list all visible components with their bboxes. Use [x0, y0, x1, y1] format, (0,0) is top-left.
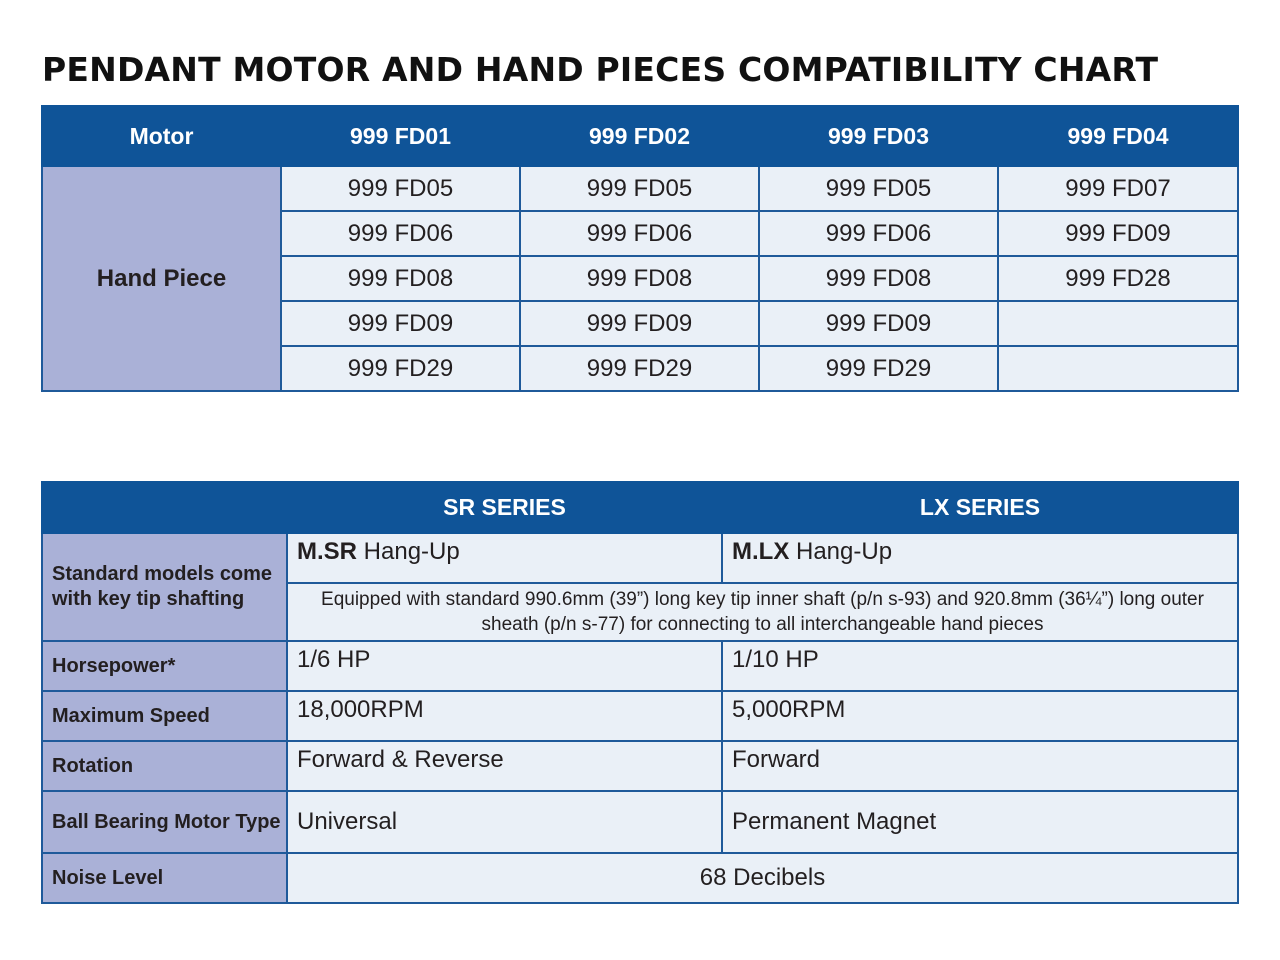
- table-cell: 999 FD05: [520, 166, 759, 211]
- motor-header-fd02: 999 FD02: [520, 106, 759, 166]
- motor-header-fd01: 999 FD01: [281, 106, 520, 166]
- standard-models-label: Standard models come with key tip shafting: [42, 533, 287, 641]
- speed-row: [42, 691, 1238, 741]
- table-cell: 999 FD05: [759, 166, 998, 211]
- table-cell: 999 FD08: [281, 256, 520, 301]
- lx-model-name: M.LX: [732, 538, 790, 565]
- sr-rotation: Forward & Reverse: [287, 741, 722, 791]
- noise-value: 68 Decibels: [287, 853, 1238, 903]
- equipped-note: Equipped with standard 990.6mm (39”) long key tip inner shaft (p/n s-93) and 920.8mm (36¼”) long outer sheath (p/n s-77) for connecting to all interchangeable hand pieces: [287, 583, 1238, 641]
- sr-model-cell: [287, 533, 722, 583]
- table-cell: 999 FD05: [281, 166, 520, 211]
- header-blank-cell: [42, 482, 287, 533]
- sr-horsepower: 1/6 HP: [287, 641, 722, 691]
- table-cell: 999 FD07: [998, 166, 1238, 211]
- table-cell: 999 FD29: [759, 346, 998, 391]
- motor-type-row: [42, 791, 1238, 853]
- table-cell: 999 FD09: [759, 301, 998, 346]
- sr-motor-type: Universal: [287, 791, 722, 853]
- table-row: [42, 166, 1238, 211]
- lx-model-cell: [722, 533, 1238, 583]
- horsepower-label: Horsepower*: [42, 641, 287, 691]
- lx-model-suffix: Hang-Up: [789, 538, 893, 565]
- rotation-row: [42, 741, 1238, 791]
- sr-model-suffix: Hang-Up: [357, 538, 460, 565]
- sr-speed: 18,000RPM: [287, 691, 722, 741]
- series-header-row: [42, 482, 1238, 533]
- motor-header-fd04: 999 FD04: [998, 106, 1238, 166]
- lx-rotation: Forward: [722, 741, 1238, 791]
- speed-label: Maximum Speed: [42, 691, 287, 741]
- lx-speed: 5,000RPM: [722, 691, 1238, 741]
- lx-series-header: LX SERIES: [722, 482, 1238, 533]
- table-cell: 999 FD08: [759, 256, 998, 301]
- motor-type-label: Ball Bearing Motor Type: [42, 791, 287, 853]
- model-row: [42, 533, 1238, 583]
- table-cell: 999 FD06: [520, 211, 759, 256]
- table-cell: 999 FD08: [520, 256, 759, 301]
- sr-series-header: SR SERIES: [287, 482, 722, 533]
- compat-header-row: [42, 106, 1238, 166]
- table-cell: 999 FD09: [998, 211, 1238, 256]
- table-cell: 999 FD29: [520, 346, 759, 391]
- motor-header: Motor: [42, 106, 281, 166]
- lx-motor-type: Permanent Magnet: [722, 791, 1238, 853]
- page-title: PENDANT MOTOR AND HAND PIECES COMPATIBILITY CHART: [42, 50, 1159, 89]
- table-cell: 999 FD09: [520, 301, 759, 346]
- horsepower-row: [42, 641, 1238, 691]
- hand-piece-label: Hand Piece: [42, 166, 281, 391]
- table-cell: 999 FD09: [281, 301, 520, 346]
- table-cell: 999 FD28: [998, 256, 1238, 301]
- table-cell: 999 FD06: [281, 211, 520, 256]
- rotation-label: Rotation: [42, 741, 287, 791]
- lx-horsepower: 1/10 HP: [722, 641, 1238, 691]
- table-cell: [998, 301, 1238, 346]
- compatibility-table: [41, 105, 1239, 392]
- table-cell: 999 FD06: [759, 211, 998, 256]
- sr-model-name: M.SR: [297, 538, 357, 565]
- table-cell: [998, 346, 1238, 391]
- motor-header-fd03: 999 FD03: [759, 106, 998, 166]
- noise-label: Noise Level: [42, 853, 287, 903]
- series-table: [41, 481, 1239, 904]
- noise-row: [42, 853, 1238, 903]
- table-cell: 999 FD29: [281, 346, 520, 391]
